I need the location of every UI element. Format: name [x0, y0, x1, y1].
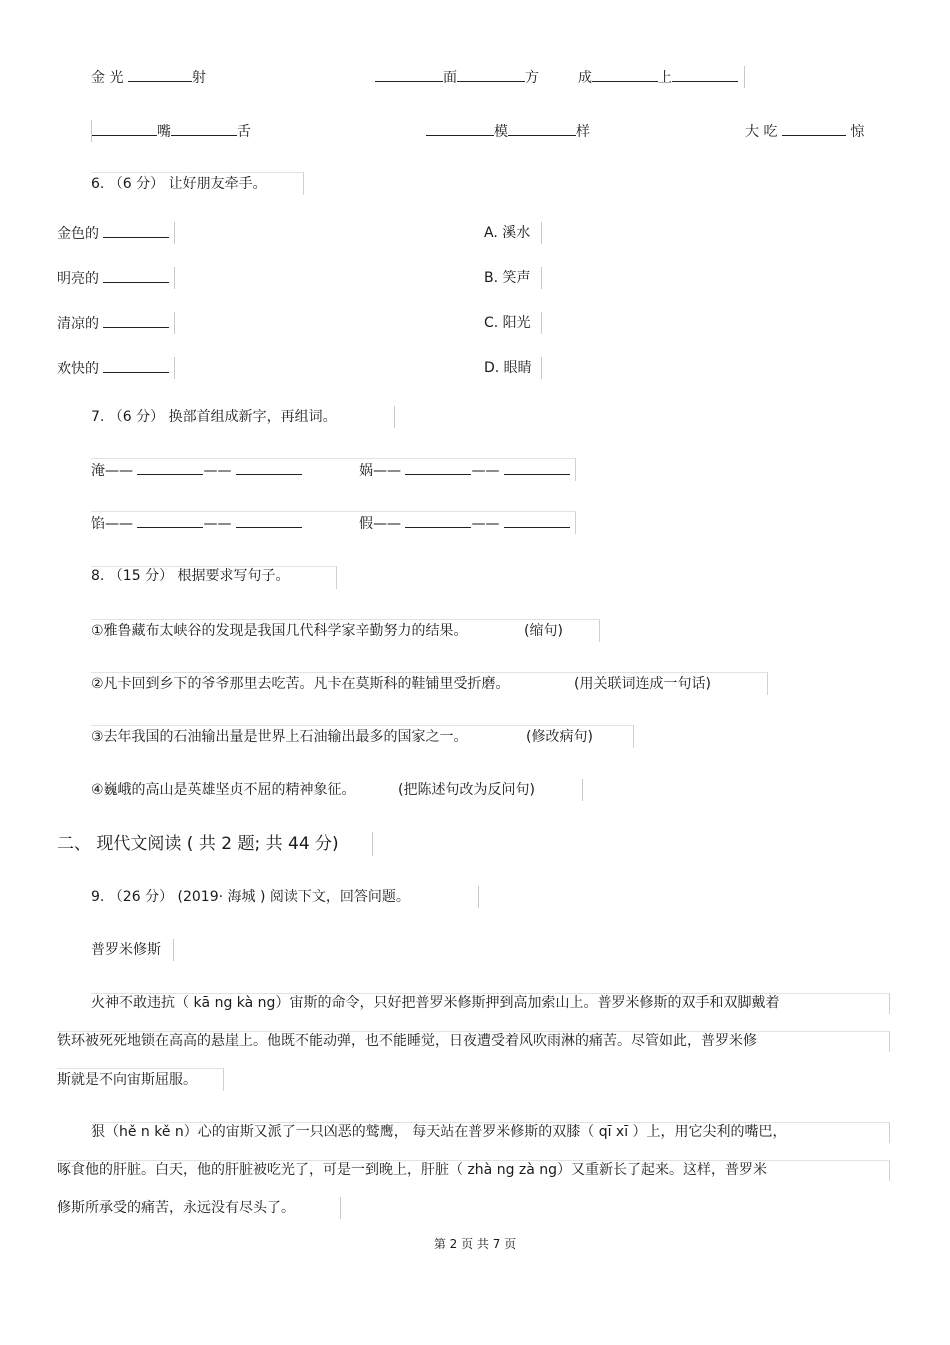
idiom-text: 模: [494, 124, 508, 140]
frame-edge: [91, 172, 304, 195]
frame-edge: [91, 672, 768, 695]
question-9-header: 9. （26 分） (2019· 海城 ) 阅读下文，回答问题。: [91, 889, 410, 905]
idiom-row-2-item-1: [91, 121, 251, 142]
answer-blank[interactable]: [103, 313, 169, 328]
idiom-text: 方: [525, 70, 539, 86]
answer-blank[interactable]: [103, 223, 169, 238]
frame-edge: [173, 939, 174, 961]
question-6-header: 6. （6 分） 让好朋友牵手。: [91, 176, 267, 192]
answer-blank[interactable]: [171, 121, 237, 136]
passage-line: 狠（hě n kě n）心的宙斯又派了一只凶恶的鹫鹰， 每天站在普罗米修斯的双膝（ qī xī ）上，用它尖利的嘴巴，: [91, 1124, 787, 1140]
radical-exercise-item: 娲—— ——: [359, 460, 570, 481]
idiom-text: 大 吃: [745, 124, 778, 140]
frame-edge: [340, 1197, 341, 1219]
idiom-text: 舌: [237, 124, 251, 140]
idiom-row-1-item-2: [375, 67, 539, 88]
radical-exercise-item: 馅—— ——: [91, 513, 302, 534]
frame-edge: [394, 406, 395, 428]
answer-blank[interactable]: [508, 121, 576, 136]
frame-edge: [541, 222, 542, 244]
answer-blank[interactable]: [103, 358, 169, 373]
frame-edge: [91, 619, 600, 642]
idiom-text: 嘴: [157, 124, 171, 140]
frame-edge: [91, 993, 890, 1014]
sentence-task: ④巍峨的高山是英雄坚贞不屈的精神象征。 (把陈述句改为反问句): [91, 782, 535, 798]
question-8-header: 8. （15 分） 根据要求写句子。: [91, 568, 290, 584]
frame-edge: [582, 779, 583, 801]
frame-edge: [174, 312, 175, 334]
frame-edge: [57, 1031, 890, 1052]
frame-edge: [372, 832, 373, 856]
idiom-text: 上: [658, 70, 672, 86]
answer-blank[interactable]: [375, 67, 443, 82]
idiom-text: 金 光: [91, 70, 124, 86]
answer-blank[interactable]: [91, 121, 157, 136]
passage-line: 斯就是不向宙斯屈服。: [57, 1072, 197, 1088]
idiom-row-2-item-3: [745, 121, 864, 142]
frame-edge: [91, 1122, 890, 1143]
passage-line: 火神不敢违抗（ kā ng kà ng）宙斯的命令，只好把普罗米修斯押到高加索山上。普罗米修斯的双手和双脚戴着: [91, 995, 780, 1011]
passage-line: 铁环被死死地锁在高高的悬崖上。他既不能动弹，也不能睡觉，日夜遭受着风吹雨淋的痛苦。尽管如此，普罗米修: [57, 1033, 757, 1049]
frame-edge: [541, 357, 542, 379]
idiom-text: 样: [576, 124, 590, 140]
passage-line: 修斯所承受的痛苦，永远没有尽头了。: [57, 1200, 295, 1216]
answer-blank[interactable]: [103, 268, 169, 283]
idiom-text: 惊: [850, 124, 865, 140]
answer-blank[interactable]: [672, 67, 738, 82]
answer-blank[interactable]: [457, 67, 525, 82]
frame-edge: [57, 1068, 224, 1091]
idiom-text: 射: [191, 70, 206, 86]
answer-blank[interactable]: [592, 67, 658, 82]
passage-line: 啄食他的肝脏。白天，他的肝脏被吃光了，可是一到晚上，肝脏（ zhà ng zà ng）又重新长了起来。这样，普罗米: [57, 1162, 768, 1178]
match-right-item: C. 阳光: [484, 315, 531, 331]
match-right-item: B. 笑声: [484, 270, 531, 286]
match-right-item: D. 眼睛: [484, 360, 532, 376]
answer-blank[interactable]: [782, 121, 846, 136]
frame-edge: [91, 458, 576, 481]
answer-blank[interactable]: [128, 67, 192, 82]
idiom-text: 成: [578, 70, 592, 86]
frame-edge: [541, 267, 542, 289]
frame-edge: [174, 357, 175, 379]
passage-title: 普罗米修斯: [91, 942, 161, 958]
section-heading: 二、 现代文阅读 ( 共 2 题; 共 44 分): [57, 834, 339, 854]
frame-edge: [174, 267, 175, 289]
frame-edge: [91, 566, 337, 589]
question-7-header: 7. （6 分） 换部首组成新字，再组词。: [91, 409, 337, 425]
idiom-text: 面: [443, 70, 457, 86]
answer-blank[interactable]: [426, 121, 494, 136]
idiom-row-1-item-3: [578, 67, 738, 88]
idiom-row-2-item-2: [426, 121, 590, 142]
match-right-item: A. 溪水: [484, 225, 531, 241]
frame-edge: [541, 312, 542, 334]
match-left-item: 清凉的: [57, 313, 169, 334]
frame-edge: [174, 222, 175, 244]
match-left-item: 明亮的: [57, 268, 169, 289]
frame-edge: [91, 511, 576, 534]
frame-edge: [478, 886, 479, 908]
match-left-item: 金色的: [57, 223, 169, 244]
sentence-task: ②凡卡回到乡下的爷爷那里去吃苦。凡卡在莫斯科的鞋铺里受折磨。 (用关联词连成一句话): [91, 676, 711, 692]
page-number: 第 2 页 共 7 页: [433, 1237, 517, 1251]
radical-exercise-item: 淹—— ——: [91, 460, 302, 481]
frame-edge: [91, 120, 92, 142]
frame-edge: [57, 1160, 890, 1181]
match-left-item: 欢快的: [57, 358, 169, 379]
idiom-row-1-item-1: [91, 67, 206, 88]
radical-exercise-item: 假—— ——: [359, 513, 570, 534]
sentence-task: ①雅鲁藏布太峡谷的发现是我国几代科学家辛勤努力的结果。 (缩句): [91, 623, 563, 639]
sentence-task: ③去年我国的石油输出量是世界上石油输出最多的国家之一。 (修改病句): [91, 729, 593, 745]
frame-edge: [91, 725, 634, 748]
frame-edge: [744, 66, 745, 88]
